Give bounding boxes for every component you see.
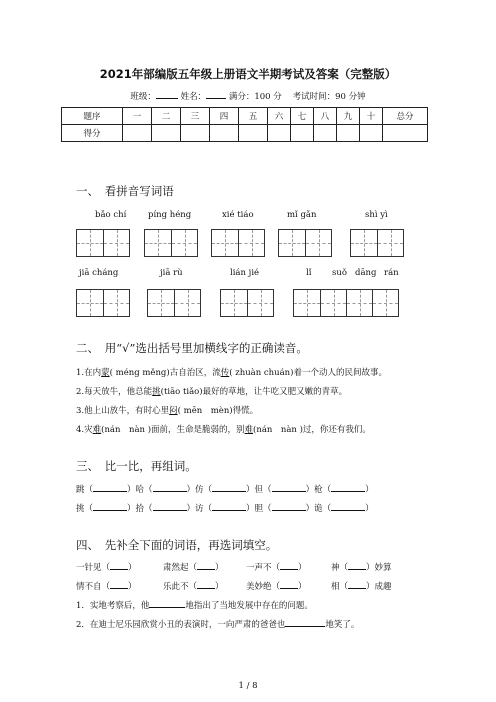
answer-blank[interactable] — [93, 483, 127, 492]
full-score: 满分：100 分 — [228, 92, 282, 102]
writing-grid[interactable] — [76, 289, 130, 317]
idiom-item: 情不自（ ） — [76, 582, 137, 592]
pinyin: bǎo chí — [95, 210, 127, 220]
pinyin: jiā rù — [160, 268, 183, 278]
pinyin: xié tiáo — [222, 210, 254, 220]
class-blank — [156, 90, 178, 99]
question-line: 2.每天放牛，他总能挑(tiāo tiǎo)最好的草地，让牛吃又肥又嫩的青草。 — [76, 387, 348, 397]
score-cell[interactable] — [152, 125, 181, 142]
section-1-heading: 一、 看拼音写词语 — [76, 184, 174, 198]
pinyin: dāng — [355, 268, 377, 278]
score-cell[interactable] — [239, 125, 268, 142]
score-cell[interactable] — [314, 125, 337, 142]
score-header-cell: 题序 — [62, 108, 123, 125]
section-3-heading: 三、 比一比，再组词。 — [76, 459, 197, 473]
class-label: 班级： — [130, 92, 156, 102]
score-cell[interactable] — [360, 125, 383, 142]
score-header-cell: 六 — [268, 108, 291, 125]
section-4-heading: 四、 先补全下面的词语，再选词填空。 — [76, 538, 278, 552]
score-table-score-row — [62, 125, 428, 142]
score-header-cell: 总分 — [383, 108, 428, 125]
writing-grid[interactable] — [278, 229, 332, 257]
writing-grid[interactable] — [147, 289, 201, 317]
pinyin: shì yì — [365, 210, 388, 220]
pinyin: lián jié — [230, 268, 260, 278]
answer-blank[interactable] — [348, 561, 366, 570]
page-title: 2021年部编版五年级上册语文半期考试及答案（完整版） — [99, 67, 397, 81]
pinyin: lǐ — [306, 268, 312, 278]
pinyin: rán — [384, 268, 399, 278]
writing-grid[interactable] — [350, 229, 404, 257]
score-header-cell: 八 — [314, 108, 337, 125]
pinyin: jiā cháng — [79, 268, 119, 278]
pinyin: mǐ gǎn — [287, 210, 317, 220]
answer-blank[interactable] — [285, 618, 325, 627]
score-cell[interactable] — [383, 125, 428, 142]
answer-blank[interactable] — [153, 483, 187, 492]
writing-grid[interactable] — [293, 289, 399, 317]
answer-blank[interactable] — [110, 561, 128, 570]
score-header-cell: 七 — [291, 108, 314, 125]
answer-blank[interactable] — [280, 580, 298, 589]
question-line: 1.在内蒙( méng měng)古自治区，流传( zhuàn chuán)着一个动人的民间故事。 — [76, 368, 387, 378]
answer-blank[interactable] — [331, 502, 365, 511]
name-blank — [206, 90, 226, 99]
score-header-cell: 二 — [152, 108, 181, 125]
answer-blank[interactable] — [280, 561, 298, 570]
answer-blank[interactable] — [93, 502, 127, 511]
idiom-item: 相（ ）成趣 — [331, 582, 392, 592]
section-2-heading: 二、 用“√”选出括号里加横线字的正确读音。 — [76, 341, 308, 355]
name-label: 姓名： — [180, 92, 207, 102]
score-cell[interactable] — [291, 125, 314, 142]
question-line: 3.他上山放牛，有时心里闷( mēn mèn)得慌。 — [76, 406, 259, 416]
score-table — [61, 107, 428, 142]
answer-blank[interactable] — [149, 599, 185, 608]
score-header-cell: 九 — [337, 108, 360, 125]
exam-info — [0, 90, 496, 102]
writing-grid[interactable] — [144, 229, 198, 257]
score-header-cell: 十 — [360, 108, 383, 125]
idiom-item: 一声不（ ） — [246, 563, 307, 573]
score-header-cell: 三 — [181, 108, 210, 125]
idiom-item: 肃然起（ ） — [163, 563, 224, 573]
score-cell[interactable] — [181, 125, 210, 142]
score-cell[interactable] — [337, 125, 360, 142]
compare-row: 挑（ ）拾（ ）访（ ）胆（ ）诡（ ） — [76, 504, 374, 514]
score-header-cell: 一 — [123, 108, 152, 125]
score-cell[interactable] — [268, 125, 291, 142]
pinyin: píng héng — [148, 210, 192, 220]
answer-blank[interactable] — [197, 561, 215, 570]
fill-sentence: 2．在迪士尼乐园欣赏小丑的表演时，一向严肃的爸爸也 地笑了。 — [76, 620, 360, 630]
exam-time: 考试时间：90 分钟 — [292, 92, 366, 102]
answer-blank[interactable] — [331, 483, 365, 492]
idiom-item: 一针见（ ） — [76, 563, 137, 573]
score-table-header-row — [62, 108, 428, 125]
score-row-label: 得分 — [62, 125, 123, 142]
answer-blank[interactable] — [153, 502, 187, 511]
answer-blank[interactable] — [272, 483, 306, 492]
answer-blank[interactable] — [272, 502, 306, 511]
score-cell[interactable] — [123, 125, 152, 142]
score-header-cell: 五 — [239, 108, 268, 125]
fill-sentence: 1．实地考察后，他 地指出了当地发展中存在的问题。 — [76, 601, 313, 611]
writing-grid[interactable] — [220, 289, 274, 317]
idiom-item: 美妙绝（ ） — [246, 582, 307, 592]
answer-blank[interactable] — [212, 483, 246, 492]
answer-blank[interactable] — [212, 502, 246, 511]
pinyin: suǒ — [332, 268, 347, 278]
answer-blank[interactable] — [197, 580, 215, 589]
score-header-cell: 四 — [210, 108, 239, 125]
writing-grid[interactable] — [76, 229, 130, 257]
writing-grid[interactable] — [211, 229, 265, 257]
page-number: 1 / 8 — [238, 681, 258, 691]
compare-row: 跳（ ）哈（ ）仿（ ）但（ ）枪（ ） — [76, 485, 374, 495]
idiom-item: 神（ ）妙算 — [331, 563, 392, 573]
answer-blank[interactable] — [110, 580, 128, 589]
idiom-item: 乐此不（ ） — [163, 582, 224, 592]
question-line: 4.灾难(nán nàn )面前，生命是脆弱的，别难(nán nàn )过，你还有我们。 — [76, 425, 371, 435]
score-cell[interactable] — [210, 125, 239, 142]
answer-blank[interactable] — [348, 580, 366, 589]
